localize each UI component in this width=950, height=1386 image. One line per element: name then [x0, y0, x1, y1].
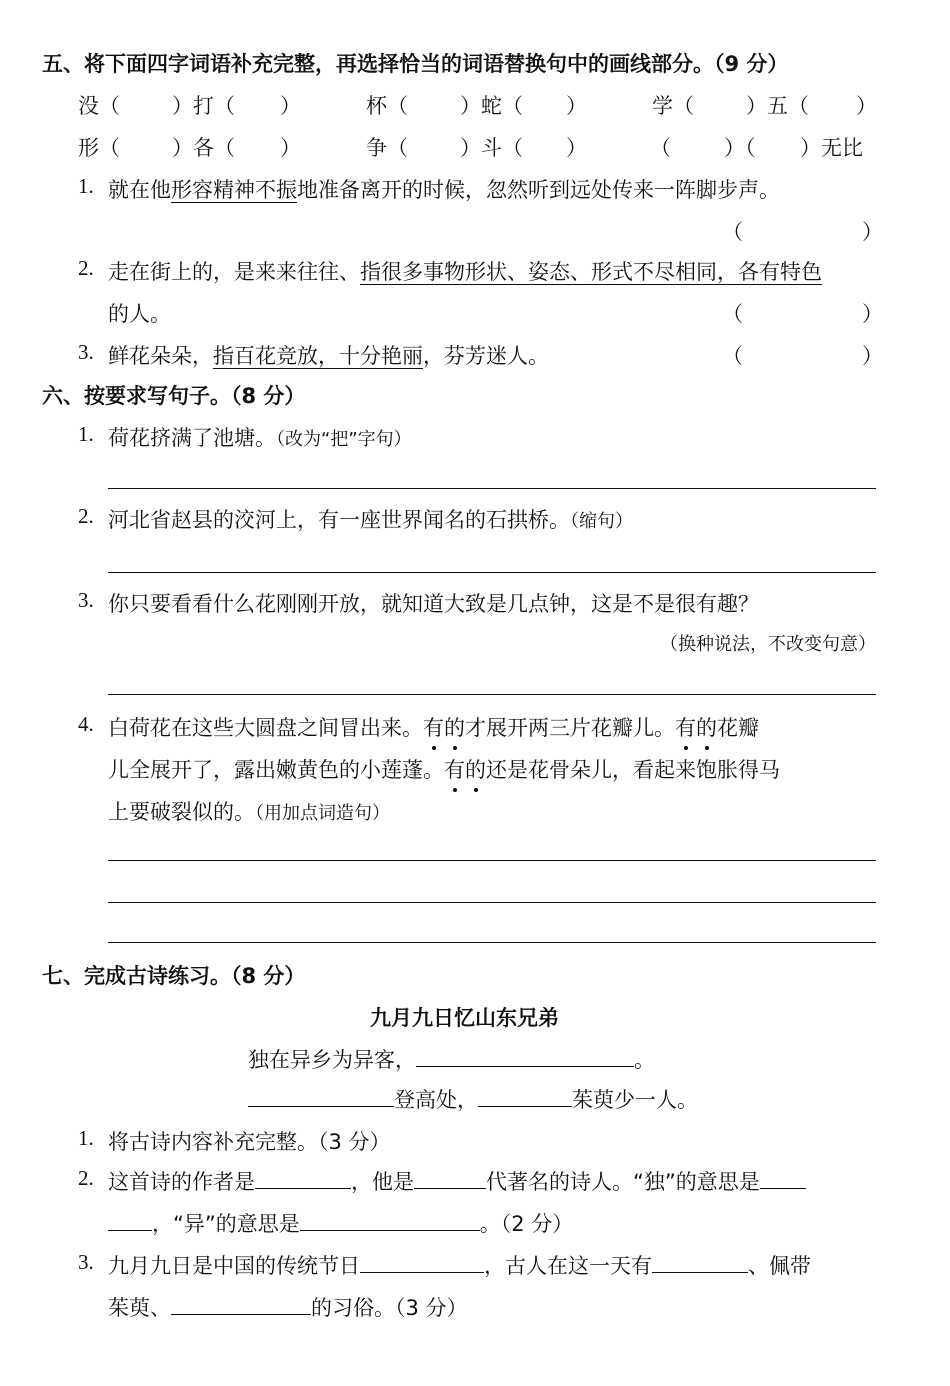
- dotted-char: 有: [444, 754, 465, 784]
- s6-q2-answer-line[interactable]: [108, 572, 876, 573]
- word-3-mid: ）五（: [746, 94, 809, 118]
- poem-line-2: 登高处， 茱萸少一人。: [248, 1084, 698, 1114]
- s5-q1-text: 就在他形容精神不振地准备离开的时候，忽然听到远处传来一阵脚步声。: [108, 178, 780, 202]
- word-4-close: ）: [280, 136, 301, 160]
- s5-q2-answer-open: （: [722, 302, 743, 326]
- s7-q3-line2: 茱萸、 的习俗。（3 分）: [108, 1296, 468, 1320]
- word-5-open: 争（: [366, 136, 408, 160]
- word-2-open: 杯（: [366, 94, 408, 118]
- s7-q3-number: 3.: [78, 1250, 94, 1274]
- s6-q4-answer-line-1[interactable]: [108, 860, 876, 861]
- s6-q3-note: （换种说法，不改变句意）: [660, 634, 876, 655]
- s6-q4-line2: 儿全展开了，露出嫩黄色的小莲蓬。有的还是花骨朵儿，看起来饱胀得马: [108, 754, 780, 784]
- poem-line-1: 独在异乡为异客， 。: [248, 1048, 655, 1072]
- s7-q2-line2: ，“异”的意思是 。（2 分）: [108, 1208, 573, 1238]
- dotted-char: 有: [423, 712, 444, 742]
- s5-q3-text: 鲜花朵朵，指百花竞放，十分艳丽，芬芳迷人。: [108, 344, 549, 368]
- word-3-close: ）: [856, 94, 877, 118]
- s7-q3-line1: 九月九日是中国的传统节日 ，古人在这一天有 、佩带: [108, 1254, 811, 1278]
- s6-q1-text: 荷花挤满了池塘。（改为“把”字句）: [108, 426, 412, 450]
- custom-blank-2[interactable]: [171, 1294, 311, 1315]
- s5-q2-number: 2.: [78, 256, 94, 280]
- du-meaning-blank-cont[interactable]: [108, 1210, 152, 1231]
- dotted-char: 的: [465, 754, 486, 784]
- s7-q1-text: 将古诗内容补充完整。（3 分）: [108, 1130, 391, 1154]
- s7-q2-number: 2.: [78, 1166, 94, 1190]
- word-4-open: 形（: [78, 136, 120, 160]
- s7-q1-number: 1.: [78, 1126, 94, 1150]
- poem-blank-2[interactable]: [248, 1086, 394, 1107]
- word-4-mid: ）各（: [172, 136, 235, 160]
- word-5-close: ）: [566, 136, 587, 160]
- s6-q3-answer-line[interactable]: [108, 694, 876, 695]
- s5-q2-answer-close: ）: [862, 302, 883, 326]
- s5-q3-answer-open: （: [722, 344, 743, 368]
- s5-q1-underlined: 形容精神不振: [171, 178, 297, 202]
- s5-q1-answer-open: （: [722, 220, 743, 244]
- word-6-mid: ）（: [724, 136, 756, 160]
- word-6-close: ）无比: [800, 136, 863, 160]
- s6-q3-number: 3.: [78, 588, 94, 612]
- section-6-heading: 六、按要求写句子。（8 分）: [42, 384, 306, 408]
- yi-meaning-blank[interactable]: [300, 1210, 480, 1231]
- festival-blank[interactable]: [360, 1252, 484, 1273]
- word-2-close: ）: [566, 94, 587, 118]
- word-1-mid: ）打（: [172, 94, 235, 118]
- s6-q2-text: 河北省赵县的洨河上，有一座世界闻名的石拱桥。（缩句）: [108, 508, 633, 532]
- s5-q3-number: 3.: [78, 340, 94, 364]
- du-meaning-blank[interactable]: [760, 1168, 806, 1189]
- s5-q2-text-line2: 的人。: [108, 302, 171, 326]
- author-blank[interactable]: [255, 1168, 351, 1189]
- s6-q4-line1: 白荷花在这些大圆盘之间冒出来。有的才展开两三片花瓣儿。有的花瓣: [108, 712, 759, 742]
- poem-blank-3[interactable]: [478, 1086, 572, 1107]
- s6-q1-answer-line[interactable]: [108, 488, 876, 489]
- dotted-char: 的: [696, 712, 717, 742]
- word-2-mid: ）蛇（: [460, 94, 523, 118]
- poem-title: 九月九日忆山东兄弟: [370, 1006, 559, 1030]
- s5-q2-text: 走在街上的，是来来往往、指很多事物形状、姿态、形式不尽相同，各有特色: [108, 260, 822, 284]
- s5-q3-answer-close: ）: [862, 344, 883, 368]
- s6-q1-number: 1.: [78, 422, 94, 446]
- s5-q1-number: 1.: [78, 174, 94, 198]
- dotted-char: 有: [675, 712, 696, 742]
- dynasty-blank[interactable]: [414, 1168, 486, 1189]
- word-1-open: 没（: [78, 94, 120, 118]
- word-3-open: 学（: [652, 94, 694, 118]
- s7-q2-line1: 这首诗的作者是 ，他是 代著名的诗人。“独”的意思是: [108, 1166, 806, 1196]
- word-1-close: ）: [280, 94, 301, 118]
- word-5-mid: ）斗（: [460, 136, 523, 160]
- s6-q4-line3: 上要破裂似的。（用加点词造句）: [108, 800, 390, 824]
- s5-q1-answer-close: ）: [862, 220, 883, 244]
- s6-q2-number: 2.: [78, 504, 94, 528]
- s6-q4-answer-line-2[interactable]: [108, 902, 876, 903]
- poem-blank-1[interactable]: [416, 1046, 634, 1067]
- custom-blank-1[interactable]: [652, 1252, 748, 1273]
- s5-q3-underlined: 指百花竞放，十分艳丽: [213, 344, 423, 368]
- section-5-heading: 五、将下面四字词语补充完整，再选择恰当的词语替换句中的画线部分。（9 分）: [42, 52, 789, 76]
- dotted-char: 的: [444, 712, 465, 742]
- section-7-heading: 七、完成古诗练习。（8 分）: [42, 964, 306, 988]
- s6-q4-number: 4.: [78, 712, 94, 736]
- word-6-open: （: [650, 136, 671, 160]
- s6-q3-text: 你只要看看什么花刚刚开放，就知道大致是几点钟，这是不是很有趣？: [108, 592, 759, 616]
- s6-q4-answer-line-3[interactable]: [108, 942, 876, 943]
- s5-q2-underlined: 指很多事物形状、姿态、形式不尽相同，各有特色: [360, 260, 822, 284]
